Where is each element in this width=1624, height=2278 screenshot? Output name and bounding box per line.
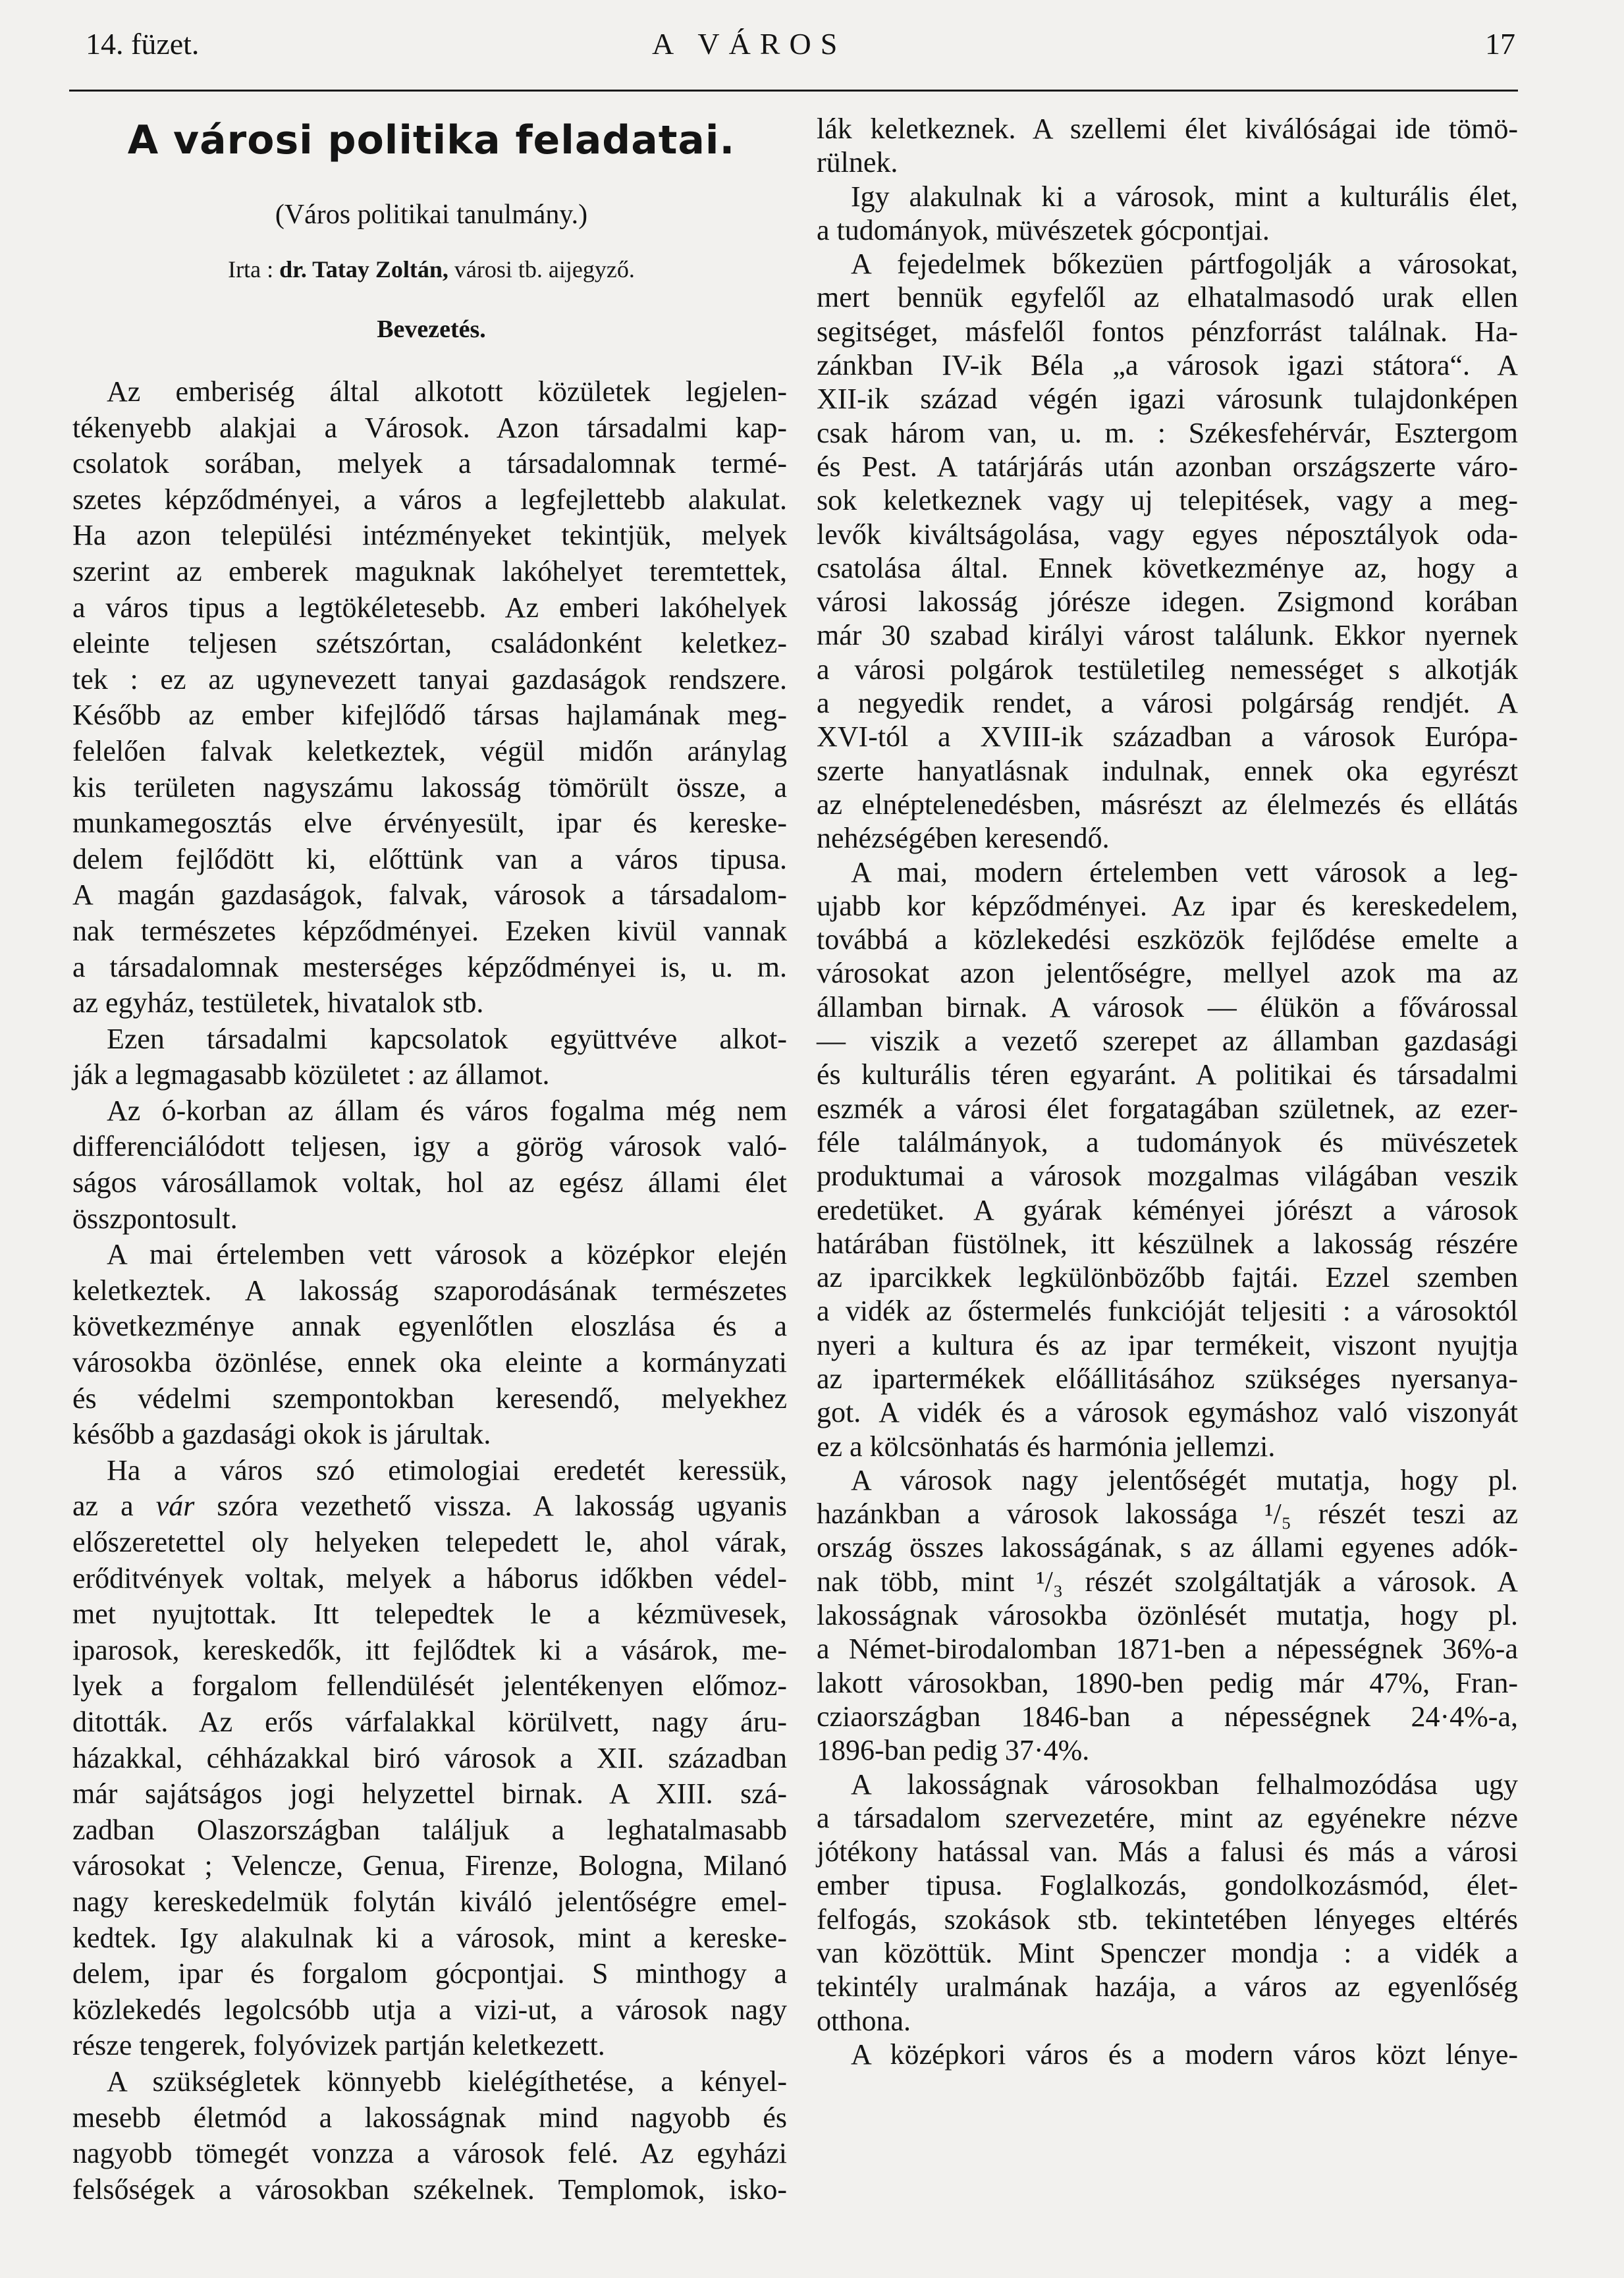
left-column — [72, 374, 787, 2208]
text-line: mesebb életmód a lakosságnak mind nagyobb és — [72, 2101, 787, 2134]
text-line: A középkori város és a modern város közt lénye- — [851, 2038, 1518, 2071]
text-line: tek : ez az ugynevezett tanyai gazdaságok rendszere. — [72, 663, 787, 695]
text-line: csolatok sorában, melyek a társadalomnak termé- — [72, 447, 787, 480]
text-line: összpontosult. — [72, 1202, 238, 1235]
text-line: rülnek. — [817, 146, 898, 179]
text-line: tékenyebb alakjai a Városok. Azon társadalmi kap- — [72, 411, 787, 444]
text-line: Ha azon települési intézményeket tekintjük, melyek — [72, 519, 787, 552]
text-line: szerte hanyatlásnak indulnak, ennek oka egyrészt — [817, 754, 1518, 787]
text-line: Az ó-korban az állam és város fogalma még nem — [107, 1094, 787, 1127]
text-line: az elnéptelenedésben, másrészt az élelmezés és ellátás — [817, 788, 1518, 821]
header-rule — [69, 90, 1518, 92]
text-line: A mai, modern értelemben vett városok a leg- — [851, 855, 1518, 888]
paragraph — [72, 1021, 787, 1093]
text-line: Ha a város szó etimologiai eredetét keressük, — [107, 1453, 787, 1486]
text-line: A mai értelemben vett városok a középkor elején — [107, 1238, 787, 1271]
text-line: a városi polgárok testületileg nemességet s alkotják — [817, 653, 1518, 686]
text-line: Az emberiség által alkotott közületek legjelen- — [107, 375, 787, 408]
text-line: később a gazdasági okok is járultak. — [72, 1418, 491, 1451]
page-number: 17 — [1485, 27, 1515, 61]
text-line: eszmék a városi élet forgatagában születnek, az ezer- — [817, 1092, 1518, 1125]
text-line: előszeretettel oly helyeken telepedett le, ahol várak, — [72, 1526, 787, 1558]
text-line: lyek a forgalom fellendülését jelentékenyen előmoz- — [72, 1669, 787, 1702]
paragraph — [817, 2038, 1518, 2071]
text-line: A fejedelmek bőkezüen pártfogolják a városokat, — [851, 248, 1518, 281]
text-line: lakosságnak városokba özönlését mutatja, hogy pl. — [817, 1599, 1518, 1632]
author-name: dr. Tatay Zoltán, — [279, 256, 448, 283]
text-line: ország összes lakosságának, s az állami egyenes adók- — [817, 1531, 1518, 1564]
text-line: got. A vidék és a városok egymáshoz való viszonyát — [817, 1396, 1518, 1429]
text-line: ják a legmagasabb közületet : az államot. — [72, 1058, 550, 1091]
text-line: felfogás, szokások stb. tekintetében lényeges eltérés — [817, 1903, 1518, 1936]
text-line: cziaországban 1846-ban a népességnek 24·4%-a, — [817, 1700, 1518, 1733]
text-line: tekintély uralmának hazája, a város az egyenlőség — [817, 1970, 1518, 2003]
text-line: jótékony hatással van. Más a falusi és más a városi — [817, 1835, 1518, 1868]
text-line: differenciálódott teljesen, igy a görög városok való- — [72, 1130, 787, 1163]
text-line: zadban Olaszországban találjuk a leghatalmasabb — [72, 1813, 787, 1846]
paragraph — [817, 180, 1518, 248]
paragraph — [817, 1768, 1518, 2038]
text-line: közlekedés legolcsóbb utja a vizi-ut, a városok nagy — [72, 1993, 787, 2026]
byline-prefix: Irta : — [228, 256, 274, 283]
text-line: eleinte teljesen szétszórtan, családonként keletkez- — [72, 627, 787, 660]
text-line: keletkeztek. A lakosság szaporodásának természetes — [72, 1274, 787, 1307]
paragraph — [72, 374, 787, 1021]
article-title: A városi politika feladatai. — [127, 117, 736, 163]
text-line: ságos városállamok voltak, hol az egész állami élet — [72, 1166, 787, 1199]
paragraph — [817, 247, 1518, 855]
text-line: államban birnak. A városok — élükön a fővárossal — [817, 990, 1518, 1023]
text-line: lák keletkeznek. A szellemi élet kiválóságai ide tömö- — [817, 113, 1518, 145]
text-line: A lakosságnak városokban felhalmozódása ugy — [851, 1768, 1518, 1801]
paragraph — [72, 1453, 787, 2064]
text-line: iparosok, kereskedők, itt fejlődtek ki a vásárok, me- — [72, 1633, 787, 1666]
text-line: delem fejlődött ki, előttünk van a város tipusa. — [72, 842, 787, 875]
text-line: lakott városokban, 1890-ben pedig már 47%, Fran- — [817, 1666, 1518, 1699]
text-line: A szükségletek könnyebb kielégíthetése, a kényel- — [107, 2065, 787, 2098]
text-line: Később az ember kifejlődő társas hajlamának meg- — [72, 699, 787, 732]
text-line: következménye annak egyenlőtlen eloszlása és a — [72, 1310, 787, 1343]
text-line: munkamegosztás elve érvényesült, ipar és kereske- — [72, 807, 787, 840]
text-line: városokat ; Velencze, Genua, Firenze, Bologna, Milanó — [72, 1849, 787, 1882]
paragraph — [817, 855, 1518, 1463]
text-line: Ezen társadalmi kapcsolatok együttvéve alkot- — [107, 1022, 787, 1055]
text-line: városokba özönlése, ennek oka eleinte a kormányzati — [72, 1346, 787, 1379]
text-line: XVI-tól a XVIII-ik században a városok Európa- — [817, 720, 1518, 753]
text-line: van közöttük. Mint Spenczer mondja : a vidék a — [817, 1937, 1518, 1970]
text-line: felsőségek a városokban székelnek. Templomok, isko- — [72, 2173, 787, 2206]
paragraph — [817, 112, 1518, 180]
text-line: szetes képződményei, a város a legfejlettebb alakulat. — [72, 483, 787, 516]
text-line: zánkban IV-ik Béla „a városok igazi státora“. A — [817, 349, 1518, 382]
text-line: a negyedik rendet, a városi polgárság rendjét. A — [817, 687, 1518, 720]
text-line: házakkal, céhházakkal biró városok a XII. században — [72, 1741, 787, 1774]
paragraph — [72, 1237, 787, 1453]
text-line: és Pest. A tatárjárás után azonban országszerte váro- — [817, 450, 1518, 483]
text-line: az ipartermékek előállitásához szükséges nyersanya- — [817, 1362, 1518, 1395]
text-line: továbbá a közlekedési eszközök fejlődése emelte a — [817, 923, 1518, 956]
text-line: segitséget, másfelől fontos pénzforrást találnak. Ha- — [817, 315, 1518, 348]
text-line: eredetüket. A gyárak kéményei jórészt a városok — [817, 1193, 1518, 1226]
text-line: városi lakosság jórésze idegen. Zsigmond korában — [817, 585, 1518, 618]
text-line: ujabb kor képződményei. Az ipar és kereskedelem, — [817, 889, 1518, 922]
paragraph — [72, 1093, 787, 1237]
text-line: ditották. Az erős várfalakkal körülvett, nagy áru- — [72, 1705, 787, 1738]
text-line: nagy kereskedelmük folytán kiváló jelentőségre emel- — [72, 1885, 787, 1918]
text-line: mert bennük egyfelől az elhatalmasodó urak ellen — [817, 281, 1518, 314]
journal-title: A VÁROS — [652, 27, 847, 61]
text-line: 1896-ban pedig 37·4%. — [817, 1734, 1090, 1767]
text-line: már sajátságos jogi helyzettel birnak. A XIII. szá- — [72, 1777, 787, 1810]
author-title: városi tb. aijegyző. — [454, 256, 635, 283]
text-line: és védelmi szempontokban keresendő, melyekhez — [72, 1382, 787, 1415]
text-line: nehézségében keresendő. — [817, 822, 1110, 855]
text-line: — viszik a vezető szerepet az államban gazdasági — [817, 1025, 1518, 1058]
text-line: felelően falvak keletkeztek, végül midőn aránylag — [72, 734, 787, 767]
text-line: a város tipus a legtökéletesebb. Az emberi lakóhelyek — [72, 591, 787, 624]
text-line: Igy alakulnak ki a városok, mint a kulturális élet, — [851, 180, 1518, 213]
text-line: erőditvények voltak, melyek a háborus időkben védel- — [72, 1561, 787, 1594]
text-line: A magán gazdaságok, falvak, városok a társadalom- — [72, 879, 787, 911]
text-line: delem, ipar és forgalom gócpontjai. S minthogy a — [72, 1957, 787, 1990]
text-line: met nyujtottak. Itt telepedtek le a kézmüvesek, — [72, 1598, 787, 1631]
byline — [72, 256, 790, 283]
text-line: az iparcikkek legkülönbözőbb fajtái. Ezzel szemben — [817, 1261, 1518, 1294]
text-line: XII-ik század végén igazi városunk tulajdonképen — [817, 383, 1518, 416]
text-line: nyeri a kultura és az ipar termékeit, viszont nyujtja — [817, 1328, 1518, 1361]
text-line: hazánkban a városok lakossága ¹/₅ részét teszi az — [817, 1498, 1518, 1531]
text-line: produktumai a városok mozgalmas világában veszik — [817, 1160, 1518, 1193]
text-line: ember tipusa. Foglalkozás, gondolkozásmód, élet- — [817, 1869, 1518, 1902]
text-line: csak három van, u. m. : Székesfehérvár, Esztergom — [817, 416, 1518, 449]
text-line: sok keletkeznek vagy uj telepitések, vagy a meg- — [817, 484, 1518, 517]
text-line: nak több, mint ¹/₃ részét szolgáltatják a városok. A — [817, 1565, 1518, 1598]
text-line: része tengerek, folyóvizek partján keletkezett. — [72, 2029, 605, 2062]
paragraph — [817, 1463, 1518, 1768]
paragraph — [72, 2064, 787, 2208]
text-line: nagyobb tömegét vonzza a városok felé. Az egyházi — [72, 2137, 787, 2170]
text-line: kis területen nagyszámu lakosság tömörült össze, a — [72, 771, 787, 803]
text-line: nak természetes képződményei. Ezeken kivül vannak — [72, 914, 787, 947]
italic-word: vár — [155, 1490, 195, 1523]
text-line: kedtek. Igy alakulnak ki a városok, mint a kereske- — [72, 1921, 787, 1954]
text-line: és kulturális téren egyaránt. A politikai és társadalmi — [817, 1058, 1518, 1091]
text-line: féle találmányok, a tudományok és müvészetek — [817, 1125, 1518, 1158]
text-line: a társadalom szervezetére, mint az egyénekre nézve — [817, 1801, 1518, 1834]
text-line: levők kiváltságolása, vagy egyes néposztályok oda- — [817, 518, 1518, 551]
text-line: ez a kölcsönhatás és harmónia jellemzi. — [817, 1430, 1276, 1463]
text-line: a vidék az őstermelés funkcióját teljesiti : a városoktól — [817, 1295, 1518, 1328]
section-heading: Bevezetés. — [377, 315, 486, 343]
text-line: városokat azon jelentőségre, mellyel azok ma az — [817, 957, 1518, 990]
right-column — [817, 112, 1518, 2071]
text-line: A városok nagy jelentőségét mutatja, hogy pl. — [851, 1463, 1518, 1496]
text-line: már 30 szabad királyi várost találunk. Ekkor nyernek — [817, 619, 1518, 652]
text-line: határában füstölnek, itt készülnek a lakosság részére — [817, 1227, 1518, 1260]
article-subtitle: (Város politikai tanulmány.) — [275, 200, 588, 230]
text-line: az a vár szóra vezethető vissza. A lakosság ugyanis — [72, 1490, 787, 1523]
text-line: otthona. — [817, 2004, 911, 2037]
text-line: a társadalomnak mesterséges képződményei is, u. m. — [72, 950, 787, 983]
text-line: szerint az emberek maguknak lakóhelyet teremtettek, — [72, 555, 787, 587]
issue-number: 14. füzet. — [86, 27, 200, 61]
text-line: a tudományok, müvészetek gócpontjai. — [817, 213, 1270, 246]
text-line: csatolása által. Ennek következménye az, hogy a — [817, 551, 1518, 584]
text-line: a Német-birodalomban 1871-ben a népességnek 36%-a — [817, 1633, 1518, 1666]
text-line: az egyház, testületek, hivatalok stb. — [72, 987, 484, 1019]
